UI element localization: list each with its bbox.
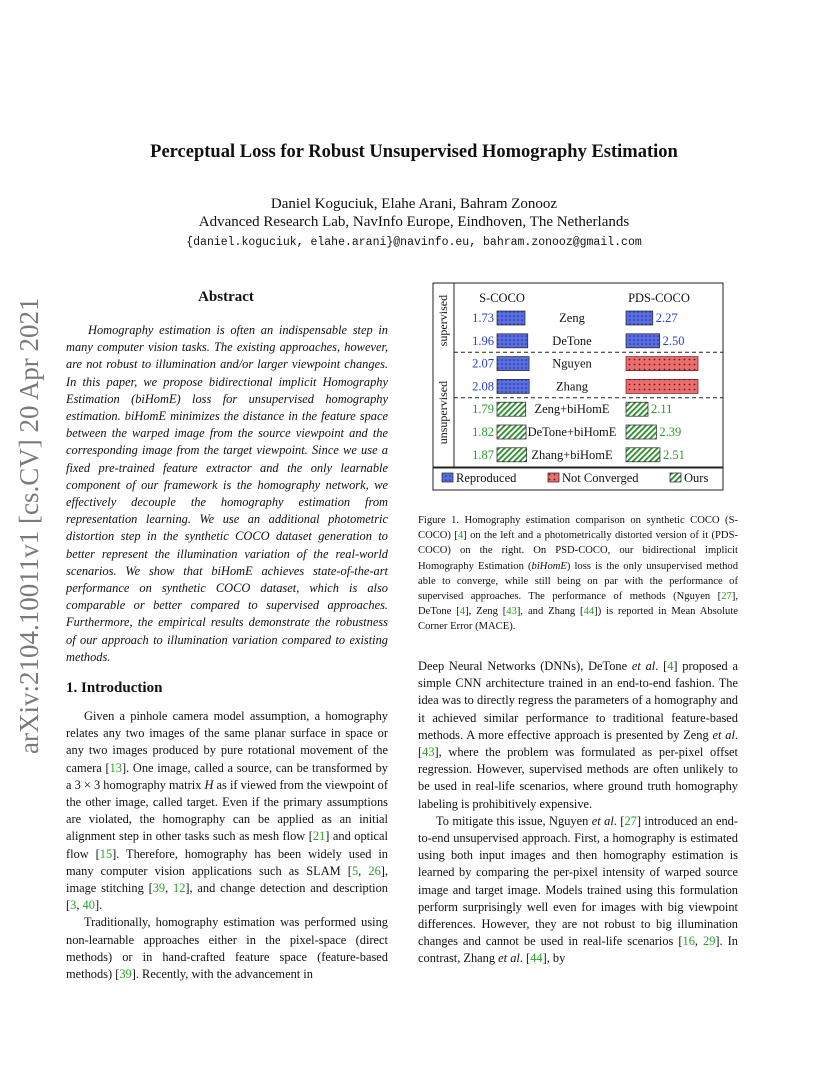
s-coco-bar — [497, 379, 529, 393]
paper-emails — [0, 236, 828, 249]
s-coco-bar — [497, 334, 528, 348]
citation-link[interactable]: 16 — [682, 934, 695, 949]
text-run: ] on the left and a photometrically distorted version of it (PDS-COCO) on the right. On PSD-COCO, our bidirectional implicit Homography Estimation ( — [418, 530, 738, 572]
abstract-text: Homography estimation is often an indispensable step in many computer vision tasks. The existing approaches, however, are not robust to illumination and/or larger viewpoint changes. In this paper, we propose bidirectional implicit Homography Estimation (biHomE) loss for unsupervised homography estimation. biHomE minimizes the distance in the feature space between the warped image from the source viewpoint and the corresponding image from the target viewpoint. Since we use a fixed pre-trained feature extractor and the only learnable component of our framework is the homography network, we effectively decouple the homography estimation from representation learning. We use an additional photometric distortion step in the synthetic COCO dataset generation to better represent the illumination variation of the real-world scenarios. We show that biHomE achieves state-of-the-art performance on synthetic COCO dataset, which is also comparable or better compared to supervised approaches. Furthermore, the empirical results demonstrate the robustness of our approach to illumination variation compared to existing methods. — [66, 323, 388, 664]
s-coco-bar — [497, 311, 525, 325]
text-run: ], by — [542, 951, 566, 966]
text-run: . [ — [655, 659, 668, 673]
citation-link[interactable]: 21 — [312, 829, 326, 844]
legend-swatch — [442, 473, 453, 482]
s-coco-bar — [497, 402, 526, 416]
right-column-body — [418, 658, 738, 968]
figure-1-chart — [432, 282, 724, 494]
s-coco-value: 2.07 — [472, 356, 494, 371]
text-run: . [ — [519, 951, 531, 966]
method-label: Nguyen — [552, 356, 592, 371]
emails-navinfo: {daniel.koguciuk, elahe.arani}@navinfo.eu, — [186, 236, 477, 249]
text-run: ], where the problem was formulated as per-pixel offset regression. However, supervised methods are often unlikely to be used in real-life scenarios, where ground truth homography labeling is prohibitively expensive. — [418, 745, 738, 811]
s-coco-value: 1.79 — [472, 402, 494, 417]
citation-link[interactable]: 43 — [506, 606, 517, 618]
text-run: Given a pinhole camera model assumption, a homography relates any two images of the same planar surface in space or any two images produced by pure rotational movement of the camera [ — [66, 709, 388, 775]
text-run: ], image stitching [ — [66, 863, 388, 896]
text-run: ]. In contrast, Zhang — [418, 934, 738, 966]
citation-link[interactable]: 26 — [368, 863, 381, 878]
column-header-pds-coco: PDS-COCO — [628, 291, 690, 305]
text-run: ], DeTone [ — [418, 591, 738, 618]
citation-link[interactable]: 44 — [583, 606, 595, 618]
s-coco-value: 1.87 — [472, 447, 494, 462]
column-header-s-coco: S-COCO — [479, 291, 525, 305]
s-coco-bar — [497, 425, 526, 439]
intro-body — [66, 708, 388, 983]
text-run: ], and Zhang [ — [516, 606, 584, 618]
method-label: Zeng+biHomE — [534, 402, 610, 417]
s-coco-bar — [497, 357, 529, 371]
pds-coco-bar — [626, 311, 653, 325]
pds-coco-bar — [626, 402, 648, 416]
text-run: Figure 1. Homography estimation comparison on synthetic COCO (S-COCO) [ — [418, 515, 738, 542]
citation-link[interactable]: 4 — [459, 606, 466, 618]
s-coco-value: 1.82 — [472, 425, 494, 439]
text-run: Deep Neural Networks (DNNs), DeTone — [418, 659, 632, 673]
s-coco-value: 1.96 — [472, 333, 494, 348]
s-coco-value: 2.08 — [472, 379, 494, 394]
citation-link[interactable]: 13 — [109, 760, 122, 775]
citation-link[interactable]: 40 — [82, 898, 95, 913]
paper-affiliation: Advanced Research Lab, NavInfo Europe, Eindhoven, The Netherlands — [198, 214, 630, 230]
pds-coco-bar-not-converged — [626, 357, 698, 371]
s-coco-bar — [497, 448, 527, 462]
text-run: ]. Recently, with the advancement in — [131, 967, 313, 982]
paper-authors: Daniel Koguciuk, Elahe Arani, Bahram Zonooz — [270, 196, 558, 212]
text-run: ], and change detection and description [ — [66, 881, 388, 913]
text-run: To mitigate this issue, Nguyen — [436, 813, 592, 828]
method-label: Zhang+biHomE — [531, 447, 613, 462]
citation-link[interactable]: 39 — [119, 967, 132, 982]
text-run: Traditionally, homography estimation was performed using non-learnable approaches either in the pixel-space (direct methods) or in hand-crafted feature space (feature-based methods) [ — [66, 915, 388, 982]
citation-link[interactable]: 3 — [70, 898, 77, 913]
text-italic: et al — [712, 727, 735, 742]
citation-link[interactable]: 12 — [173, 881, 186, 896]
pds-coco-value: 2.51 — [662, 447, 685, 462]
legend-label: Ours — [684, 471, 709, 485]
right-paragraph-2: To mitigate this issue, Nguyen et al. [27] introduced an end-to-end unsupervised approach. First, a homography is estimated using both input images and then homography estimation is learned by comparing the per-pixel intensity of warped source image and target image. Models trained using this formulation perform surprisingly well even for images with big viewpoint differences. However, they are not robust to big illumination changes and cannot be used in real-life scenarios [16, 29]. In contrast, Zhang et al. [44], by — [418, 813, 738, 966]
text-run: ) loss is the only unsupervised method able to converge, while still being on par with the performance of supervised approaches. The performance of methods (Nguyen [ — [418, 560, 738, 603]
citation-link[interactable]: 5 — [351, 863, 359, 878]
text-run: ], Zeng [ — [465, 606, 507, 618]
text-run: ]. — [94, 898, 103, 913]
intro-paragraph-2 — [66, 914, 388, 983]
intro-heading: 1. Introduction — [66, 680, 163, 696]
citation-link[interactable]: 44 — [530, 951, 543, 966]
pds-coco-bar — [626, 334, 660, 348]
pds-coco-bar — [626, 448, 660, 462]
paper-title: Perceptual Loss for Robust Unsupervised Homography Estimation — [150, 142, 678, 162]
emails-gmail: bahram.zonooz@gmail.com — [483, 236, 642, 249]
math-symbol: H — [204, 777, 214, 792]
intro-paragraph-1: Given a pinhole camera model assumption, a homography relates any two images of the same planar surface in space or any two images produced by pure rotational movement of the camera [13]. One image, called a source, can be transformed by a 3 × 3 homography matrix H as if viewed from the viewpoint of the other image, called target. Even if the primary assumptions are violated, the homography can be applied as an initial alignment step in other tasks such as mesh flow [21] and optical flow [15]. Therefore, homography has been widely used in many computer vision applications such as SLAM [5, 26], image stitching [39, 12], and change detection and description [3, 40]. — [66, 709, 389, 913]
citation-link[interactable]: 27 — [721, 591, 732, 603]
text-run: ]. Therefore, homography has been widely used in many computer vision applications such as SLAM [ — [66, 846, 389, 878]
text-run: . [ — [613, 813, 625, 828]
text-run: ] introduced an end-to-end unsupervised approach. First, a homography is estimated using both input images and then homography estimation is learned by comparing the per-pixel intensity of warped source image and target image. Models trained using this formulation perform surprisingly well even for images with big viewpoint differences. However, they are not robust to big illumination changes and cannot be used in real-life scenarios [ — [418, 813, 738, 949]
text-run: ]) is reported in Mean Absolute Corner Error (MACE). — [418, 606, 738, 633]
text-run: as if viewed from the viewpoint of the other image, called target. Even if the primary assumptions are violated, the homography can be applied as an initial alignment step in other tasks such as mesh flow [ — [66, 777, 388, 844]
citation-link[interactable]: 27 — [624, 813, 637, 828]
method-label: DeTone — [552, 333, 592, 348]
right-paragraph-1 — [418, 658, 738, 813]
text-italic: biHomE — [531, 560, 567, 572]
pds-coco-value: 2.27 — [655, 311, 678, 325]
pds-coco-value: 2.11 — [651, 402, 673, 417]
legend-swatch — [670, 473, 681, 482]
method-label: Zeng — [559, 311, 585, 325]
legend-label: Not Converged — [562, 471, 639, 485]
citation-link[interactable]: 15 — [99, 846, 113, 861]
citation-link[interactable]: 4 — [667, 659, 674, 673]
text-run: ] proposed a simple CNN architecture trained in an end-to-end fashion. The idea was to directly regress the parameters of a homography and it achieved similar performance to traditional feature-based methods. A more effective approach is presented by Zeng — [418, 659, 738, 742]
pds-coco-bar-not-converged — [626, 379, 698, 393]
s-coco-value: 1.73 — [472, 311, 494, 325]
citation-link[interactable]: 4 — [457, 530, 464, 542]
arxiv-stamp: arXiv:2104.10011v1 [cs.CV] 20 Apr 2021 — [14, 297, 44, 754]
legend-swatch — [548, 473, 559, 482]
text-italic: et al — [631, 659, 656, 673]
citation-link[interactable]: 29 — [703, 934, 716, 949]
group-label-supervised: supervised — [436, 294, 450, 347]
text-run: ] and optical flow [ — [66, 829, 388, 861]
legend-label: Reproduced — [456, 471, 517, 485]
text-run: ]. One image, called a source, can be transformed by a 3 × 3 homography matrix — [66, 760, 388, 792]
text-italic: et al — [498, 951, 520, 966]
group-label-unsupervised: unsupervised — [436, 380, 450, 445]
pds-coco-bar — [626, 425, 656, 439]
text-run: . [ — [418, 727, 738, 760]
method-label: DeTone+biHomE — [527, 425, 617, 439]
pds-coco-value: 2.39 — [659, 425, 682, 439]
citation-link[interactable]: 39 — [152, 881, 166, 896]
figure-1-caption — [418, 513, 738, 635]
abstract-heading: Abstract — [198, 289, 254, 305]
pds-coco-value: 2.50 — [662, 333, 685, 348]
citation-link[interactable]: 43 — [422, 745, 435, 760]
method-label: Zhang — [556, 379, 588, 394]
text-italic: et al — [591, 813, 614, 828]
